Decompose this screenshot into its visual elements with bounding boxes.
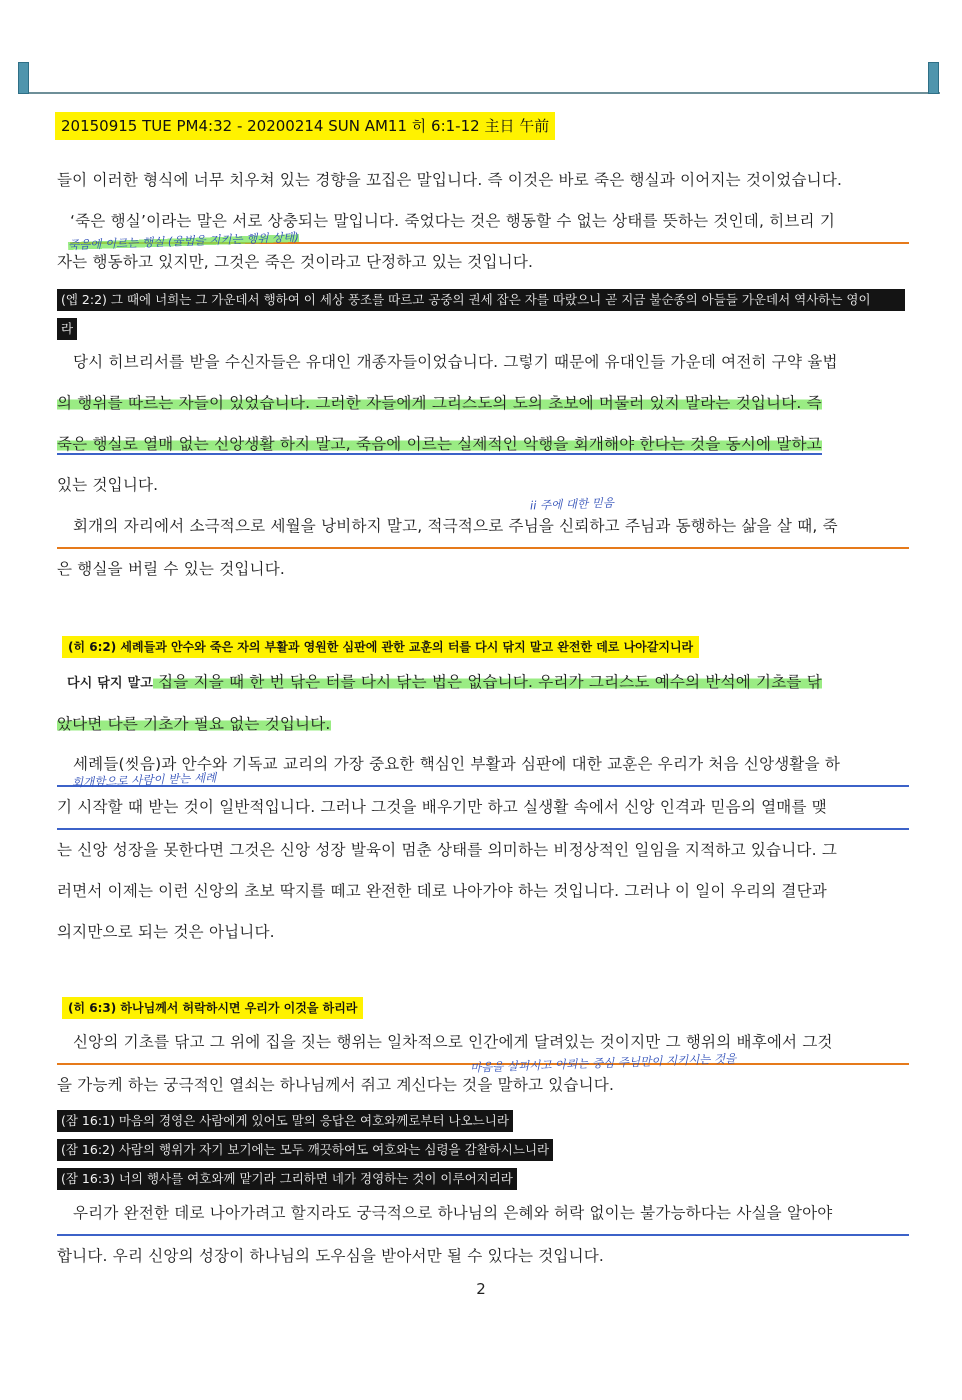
handwritten-note-4: 마음을 살피시고 아뢰는 중심 주님만이 지키시는 것을: [469, 1051, 737, 1075]
text-line: 다시 닦지 말고 집을 지을 때 한 번 닦은 터를 다시 닦는 법은 없습니다. 우리가 그리스도 예수의 반석에 기초를 닦: [57, 662, 909, 704]
paragraph-8: [57, 1193, 909, 1277]
text-line: 죽은 행실로 열매 없는 신앙생활 하지 말고, 죽음에 이르는 실제적인 악행을 회개해야 한다는 것을 동시에 말하고: [57, 435, 822, 453]
top-rule: [20, 92, 940, 94]
left-tab-marker: [18, 62, 29, 94]
paragraph-5: [57, 662, 909, 745]
text-line: ‘죽은 행실’이라는 말은 서로 상충되는 말입니다. 죽었다는 것은 행동할 수 없는 상태를 뜻하는 것인데, 히브리 기: [70, 201, 909, 244]
verse-eph-2-2: (엡 2:2) 그 때에 너희는 그 가운데서 행하여 이 세상 풍조를 따르고 공중의 권세 잡은 자를 따랐으니 곧 지금 불순종의 아들들 가운데서 역사하는 영이: [57, 289, 905, 311]
text-line: 회개의 자리에서 소극적으로 세월을 낭비하지 말고, 적극적으로 주님을 신뢰하고 주님과 동행하는 삶을 살 때, 죽: [57, 506, 909, 549]
handwritten-note-3: 회개함으로 사람이 받는 세례: [71, 770, 217, 790]
text-line: 세례들(씻음)과 안수와 기독교 교리의 가장 중요한 핵심인 부활과 심판에 대한 교훈은 우리가 처음 신앙생활을 하: [57, 744, 909, 787]
text-line: 의지만으로 되는 것은 아닙니다.: [57, 923, 275, 941]
text-line: 았다면 다른 기초가 필요 없는 것입니다.: [57, 715, 331, 733]
text-line: 은 행실을 버릴 수 있는 것입니다.: [57, 560, 286, 578]
text-line: 기 시작할 때 받는 것이 일반적입니다. 그러나 그것을 배우기만 하고 실생활 속에서 신앙 인격과 믿음의 열매를 맺: [57, 787, 909, 830]
text-line: 당시 히브리서를 받을 수신자들은 유대인 개종자들이었습니다. 그렇기 때문에 유대인들 가운데 여전히 구약 율법: [73, 353, 838, 371]
text-line: 는 신앙 성장을 못한다면 그것은 신앙 성장 발육이 멈춘 상태를 의미하는 비정상적인 일임을 지적하고 있습니다. 그: [57, 841, 837, 859]
verse-heb-6-3: (히 6:3) 하나님께서 허락하시면 우리가 이것을 하리라: [62, 997, 363, 1019]
text-line: 합니다. 우리 신앙의 성장이 하나님의 도우심을 받아서만 될 수 있다는 것입니다.: [57, 1247, 605, 1265]
verse-prov-16-3: (잠 16:3) 너의 행사를 여호와께 맡기라 그리하면 네가 경영하는 것이 이루어지리라: [57, 1168, 517, 1190]
bold-phrase: 다시 닦지 말고: [67, 676, 153, 691]
text-line: 러면서 이제는 이런 신앙의 초보 딱지를 떼고 완전한 데로 나아가야 하는 것입니다. 그러나 이 일이 우리의 결단과: [57, 882, 827, 900]
text-line: 우리가 완전한 데로 나아가려고 할지라도 궁극적으로 하나님의 은혜와 허락 없이는 불가능하다는 사실을 알아야: [57, 1193, 909, 1236]
date-header: 20150915 TUE PM4:32 - 20200214 SUN AM11 히 6:1-12 主日 午前: [55, 112, 555, 140]
page-number: 2: [476, 1280, 486, 1298]
text-line: 있는 것입니다.: [57, 476, 159, 494]
text-line: 들이 이러한 형식에 너무 치우쳐 있는 경향을 꼬집은 말입니다. 즉 이것은 바로 죽은 행실과 이어지는 것이었습니다.: [57, 171, 843, 189]
paragraph-1: [57, 160, 909, 201]
paragraph-4: [57, 506, 909, 590]
verse-eph-2-2-cont: 라: [57, 318, 77, 340]
text-line: 을 가능케 하는 궁극적인 열쇠는 하나님께서 쥐고 계신다는 것을 말하고 있습니다.: [57, 1076, 615, 1094]
handwritten-note-2: ii 주에 대한 믿음: [529, 495, 615, 513]
paragraph-2b: [57, 242, 909, 283]
verse-prov-16-1: (잠 16:1) 마음의 경영은 사람에게 있어도 말의 응답은 여호와께로부터 나오느니라: [57, 1110, 513, 1132]
text-line: 신앙의 기초를 닦고 그 위에 집을 짓는 행위는 일차적으로 인간에게 달려있는 것이지만 그 행위의 배후에서 그것: [57, 1022, 909, 1065]
verse-prov-16-2: (잠 16:2) 사람의 행위가 자기 보기에는 모두 깨끗하여도 여호와는 심령을 감찰하시느니라: [57, 1139, 553, 1161]
paragraph-3: [57, 342, 909, 506]
text-line: 자는 행동하고 있지만, 그것은 죽은 것이라고 단정하고 있는 것입니다.: [57, 253, 534, 271]
verse-heb-6-2: (히 6:2) 세례들과 안수와 죽은 자의 부활과 영원한 심판에 관한 교훈의 터를 다시 닦지 말고 완전한 데로 나아갈지니라: [62, 636, 699, 658]
handwritten-note-1: 죽음에 이르는 행실 (율법을 지키는 행위 상태): [67, 229, 300, 253]
right-tab-marker: [928, 62, 939, 94]
text-line: 의 행위를 따르는 자들이 있었습니다. 그러한 자들에게 그리스도의 도의 초보에 머물러 있지 말라는 것입니다. 즉: [57, 394, 822, 412]
